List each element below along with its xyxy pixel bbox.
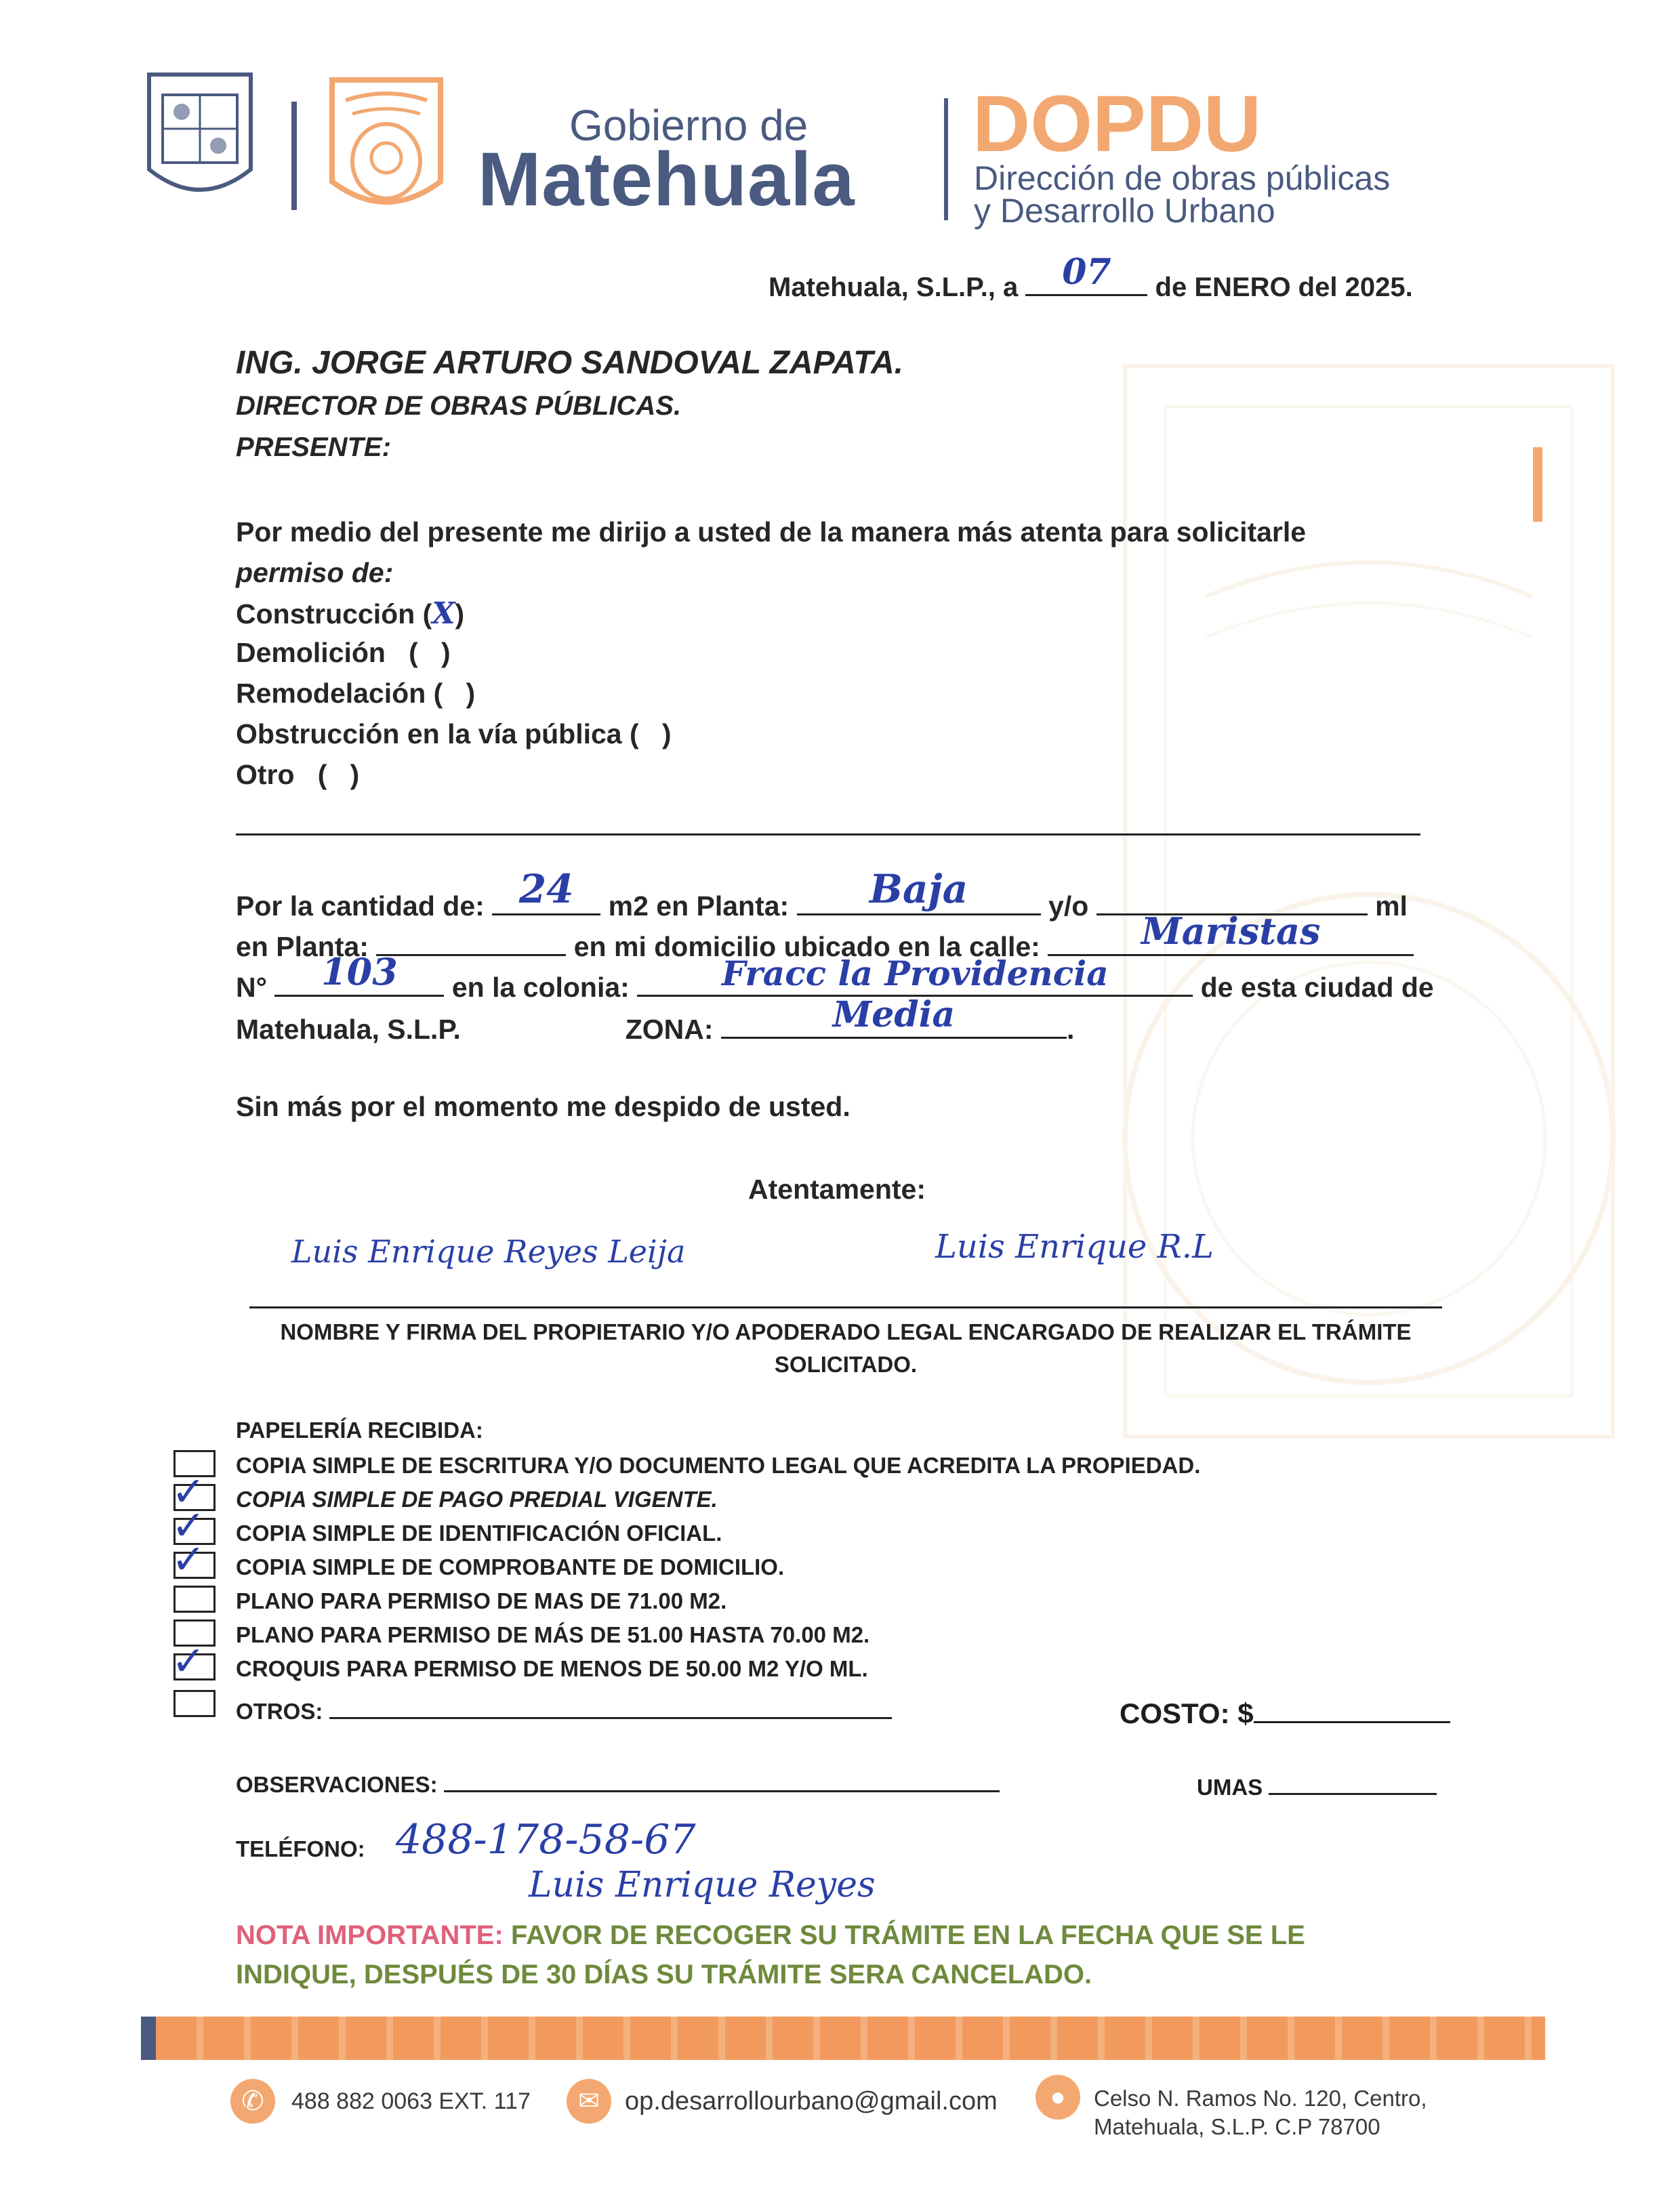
doc-label-otros: OTROS:: [236, 1694, 892, 1725]
cost-label: COSTO: $: [1120, 1697, 1254, 1729]
doc-label-escritura: COPIA SIMPLE DE ESCRITURA Y/O DOCUMENTO LEGAL QUE ACREDITA LA PROPIEDAD.: [236, 1453, 1201, 1478]
detail-row-3: N° 103 en la colonia: Fracc la Providencia de esta ciudad de: [236, 950, 1434, 1003]
intro-text: Por medio del presente me dirijo a usted de la manera más atenta para solicitarle: [236, 516, 1307, 548]
doc-checkbox-otros[interactable]: [173, 1690, 216, 1717]
doc-label-predial: COPIA SIMPLE DE PAGO PREDIAL VIGENTE.: [236, 1487, 718, 1512]
header-divider-2: [944, 98, 948, 220]
municipality-name-line1: Gobierno de: [569, 101, 808, 150]
phone-row: TELÉFONO:: [236, 1836, 365, 1861]
doc-label-identificacion: COPIA SIMPLE DE IDENTIFICACIÓN OFICIAL.: [236, 1521, 722, 1546]
municipality-name-line2: Matehuala: [478, 137, 855, 222]
checkmark-icon: ✓: [171, 1638, 206, 1684]
colonia-value: Fracc la Providencia: [721, 953, 1109, 993]
otros-field[interactable]: [329, 1694, 892, 1719]
signature: Luis Enrique R.L: [935, 1228, 1214, 1266]
agency-acronym: DOPDU: [972, 79, 1262, 169]
signature-line: [249, 1306, 1442, 1308]
date-day-field: [1025, 251, 1147, 296]
footer-band: [156, 2017, 1545, 2060]
email-icon: ✉: [567, 2079, 611, 2124]
documents-title: PAPELERÍA RECIBIDA:: [236, 1418, 483, 1443]
date-day-value: 07: [1062, 251, 1111, 293]
planta-field[interactable]: [797, 866, 1041, 915]
qty-field[interactable]: [492, 866, 600, 915]
checkmark-icon: ✓: [171, 1537, 206, 1582]
recipient-name: ING. JORGE ARTURO SANDOVAL ZAPATA.: [236, 345, 903, 381]
doc-label-domicilio: COPIA SIMPLE DE COMPROBANTE DE DOMICILIO.: [236, 1554, 785, 1580]
qty-value: 24: [518, 866, 574, 912]
recipient-position: DIRECTOR DE OBRAS PÚBLICAS.: [236, 391, 682, 421]
doc-label-plano-51-70: PLANO PARA PERMISO DE MÁS DE 51.00 HASTA 70.00 M2.: [236, 1622, 870, 1647]
umas-field[interactable]: [1269, 1770, 1437, 1795]
permit-mark-remodelacion: ( ): [433, 678, 476, 709]
farewell-text: Sin más por el momento me despido de usted.: [236, 1091, 851, 1122]
phone-name: Luis Enrique Reyes: [529, 1865, 876, 1905]
agency-name-line2: y Desarrollo Urbano: [974, 192, 1275, 230]
planta-value: Baja: [869, 866, 968, 912]
colonia-field[interactable]: [637, 953, 1193, 997]
regards-text: Atentamente:: [748, 1174, 926, 1205]
footer-address: Celso N. Ramos No. 120, Centro, Matehuala, S.L.P. C.P 78700: [1094, 2086, 1427, 2139]
observations-row: OBSERVACIONES:: [236, 1767, 1000, 1798]
observations-field[interactable]: [444, 1767, 1000, 1792]
notice-label: NOTA IMPORTANTE:: [236, 1920, 504, 1950]
cost-input[interactable]: [1254, 1694, 1450, 1723]
doc-checkbox-plano-71[interactable]: [173, 1586, 216, 1613]
permit-obstruccion[interactable]: Obstrucción en la vía pública ( ): [236, 718, 672, 749]
zone-value: Media: [832, 994, 956, 1035]
detail-row-2: en Planta: en mi domicilio ubicado en la calle: Maristas: [236, 923, 1414, 963]
orange-margin-mark: [1533, 447, 1542, 522]
cost-field: [1120, 1694, 1450, 1730]
permit-remodelacion[interactable]: Remodelación ( ): [236, 678, 476, 709]
municipal-shield-logo: [325, 73, 447, 222]
header-divider: [291, 102, 297, 210]
footer-email[interactable]: op.desarrollourbano@gmail.com: [625, 2087, 998, 2115]
notice-line-2: INDIQUE, DESPUÉS DE 30 DÍAS SU TRÁMITE SERA CANCELADO.: [236, 1960, 1092, 1989]
permit-mark-obstruccion: ( ): [630, 718, 672, 749]
date-suffix: de ENERO del 2025.: [1155, 272, 1413, 302]
checkmark-icon: ✓: [171, 1503, 206, 1548]
number-field[interactable]: [274, 950, 444, 997]
agency-name-line1: Dirección de obras públicas: [974, 159, 1391, 197]
footer-phone[interactable]: 488 882 0063 EXT. 117: [291, 2088, 531, 2114]
street-field[interactable]: [1048, 909, 1414, 956]
phone-value: 488-178-58-67: [396, 1816, 696, 1863]
detail-row-4: Matehuala, S.L.P. ZONA: Media .: [236, 994, 1075, 1045]
zone-field[interactable]: [721, 994, 1067, 1039]
phone-icon: ✆: [230, 2079, 275, 2124]
permit-mark-construccion: (X): [422, 596, 465, 631]
date-line: [769, 251, 1413, 303]
doc-checkbox-croquis[interactable]: [171, 1638, 216, 1684]
permit-mark-demolicion: ( ): [393, 637, 451, 668]
street-value: Maristas: [1141, 909, 1321, 953]
notice-text-1: FAVOR DE RECOGER SU TRÁMITE EN LA FECHA QUE SE LE: [510, 1920, 1305, 1950]
date-prefix: Matehuala, S.L.P., a: [769, 272, 1019, 302]
doc-label-croquis: CROQUIS PARA PERMISO DE MENOS DE 50.00 M2 Y/O ML.: [236, 1656, 868, 1681]
recipient-greeting: PRESENTE:: [236, 432, 391, 462]
permit-construccion[interactable]: Construcción (X): [236, 596, 465, 631]
detail-row-1: Por la cantidad de: 24 m2 en Planta: Baja y/o ml: [236, 866, 1408, 922]
footer-band-accent: [141, 2017, 156, 2060]
permit-mark-otro: ( ): [302, 759, 360, 790]
body-separator-line: [236, 833, 1420, 835]
number-value: 103: [321, 950, 398, 993]
checkmark-icon: ✓: [171, 1469, 206, 1514]
notice-line-1: [236, 1920, 1305, 1951]
signature-caption: NOMBRE Y FIRMA DEL PROPIETARIO Y/O APODERADO LEGAL ENCARGADO DE REALIZAR EL TRÁMITE SOLICITADO.: [280, 1319, 1412, 1377]
doc-checkbox-domicilio[interactable]: [171, 1537, 216, 1582]
signer-name-handwritten: Luis Enrique Reyes Leija: [291, 1233, 686, 1270]
permit-otro[interactable]: Otro ( ): [236, 759, 360, 790]
permit-demolicion[interactable]: Demolición ( ): [236, 637, 451, 668]
umas-row: UMAS: [1197, 1770, 1437, 1800]
doc-label-plano-71: PLANO PARA PERMISO DE MAS DE 71.00 M2.: [236, 1588, 727, 1613]
state-coat-of-arms-logo: [142, 68, 258, 210]
intro-text-cont: permiso de:: [236, 557, 394, 588]
location-pin-icon: ●: [1036, 2075, 1080, 2120]
